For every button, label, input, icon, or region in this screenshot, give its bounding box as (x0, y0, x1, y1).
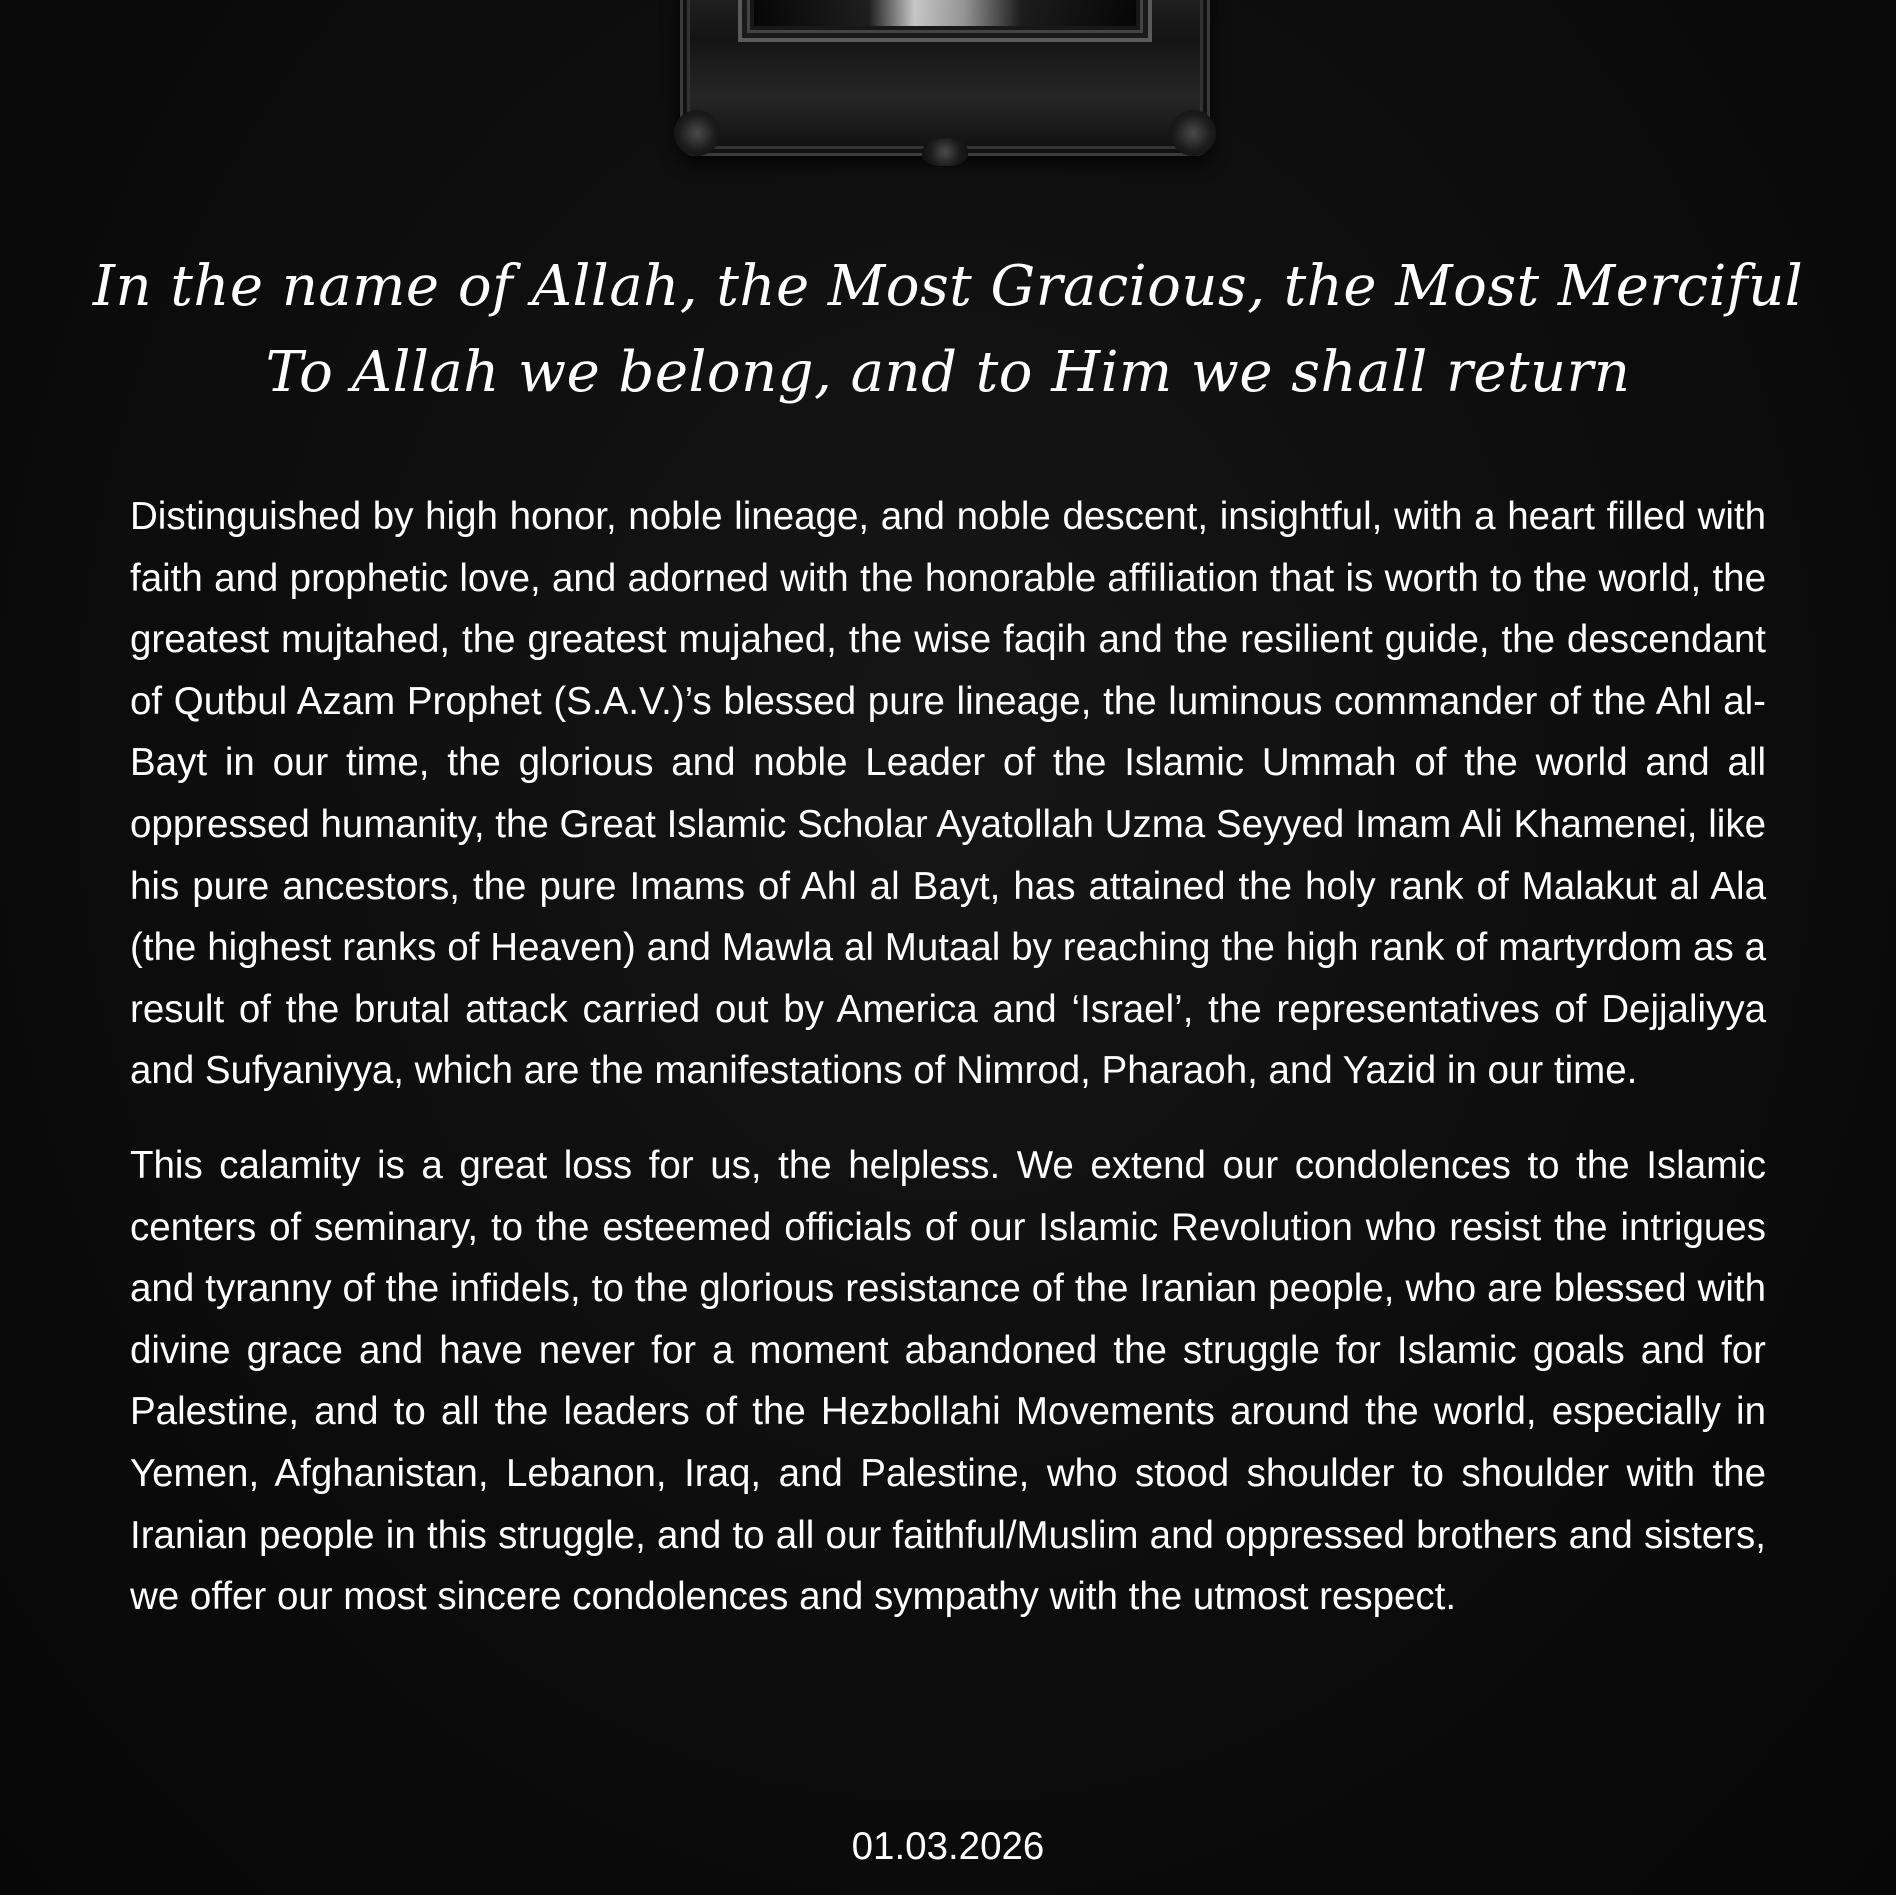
portrait-frame (680, 0, 1210, 160)
statement-footer (0, 1816, 1896, 1878)
statement-date: 01.03.2026 (851, 1825, 1045, 1868)
invocation-line-2: To Allah we belong, and to Him we shall return (265, 340, 1631, 405)
frame-ornament-right-icon (1170, 110, 1216, 156)
portrait-photo (754, 0, 1136, 26)
statement-paragraph-2: This calamity is a great loss for us, the helpless. We extend our condolences to the Islamic centers of seminary, to the esteemed officials of our Islamic Revolution who resist the intrigues and tyranny of the infidels, to the glorious resistance of the Iranian people, who are blessed with divine grace and have never for a moment abandoned the struggle for Islamic goals and for Palestine, and to all the leaders of the Hezbollahi Movements around the world, especially in Yemen, Afghanistan, Lebanon, Iraq, and Palestine, who stood shoulder to shoulder with the Iranian people in this struggle, and to all our faithful/Muslim and oppressed brothers and sisters, we offer our most sincere condolences and sympathy with the utmost respect. (130, 1143, 1766, 1619)
invocation-line-1: In the name of Allah, the Most Gracious, the Most Merciful (92, 254, 1804, 319)
statement-paragraph-1: Distinguished by high honor, noble lineage, and noble descent, insightful, with a heart filled with faith and prophetic love, and adorned with the honorable affiliation that is worth to the world, the greatest mujtahed, the greatest mujahed, the wise faqih and the resilient guide, the descendant of Qutbul Azam Prophet (S.A.V.)’s blessed pure lineage, the luminous commander of the Ahl al-Bayt in our time, the glorious and noble Leader of the Islamic Ummah of the world and all oppressed humanity, the Great Islamic Scholar Ayatollah Uzma Seyyed Imam Ali Khamenei, like his pure ancestors, the pure Imams of Ahl al Bayt, has attained the holy rank of Malakut al Ala (the highest ranks of Heaven) and Mawla al Mutaal by reaching the high rank of martyrdom as a result of the brutal attack carried out by America and ‘Israel’, the representatives of Dejjaliyya and Sufyaniyya, which are the manifestations of Nimrod, Pharaoh, and Yazid in our time. (130, 495, 1766, 1093)
frame-inner-mat (738, 0, 1152, 42)
ornate-frame-border (680, 0, 1210, 156)
statement-body (130, 486, 1766, 1661)
frame-ornament-left-icon (674, 110, 720, 156)
invocation-heading (0, 244, 1896, 416)
portrait-photo-shadow (754, 0, 1136, 26)
frame-ornament-center-icon (922, 138, 968, 166)
